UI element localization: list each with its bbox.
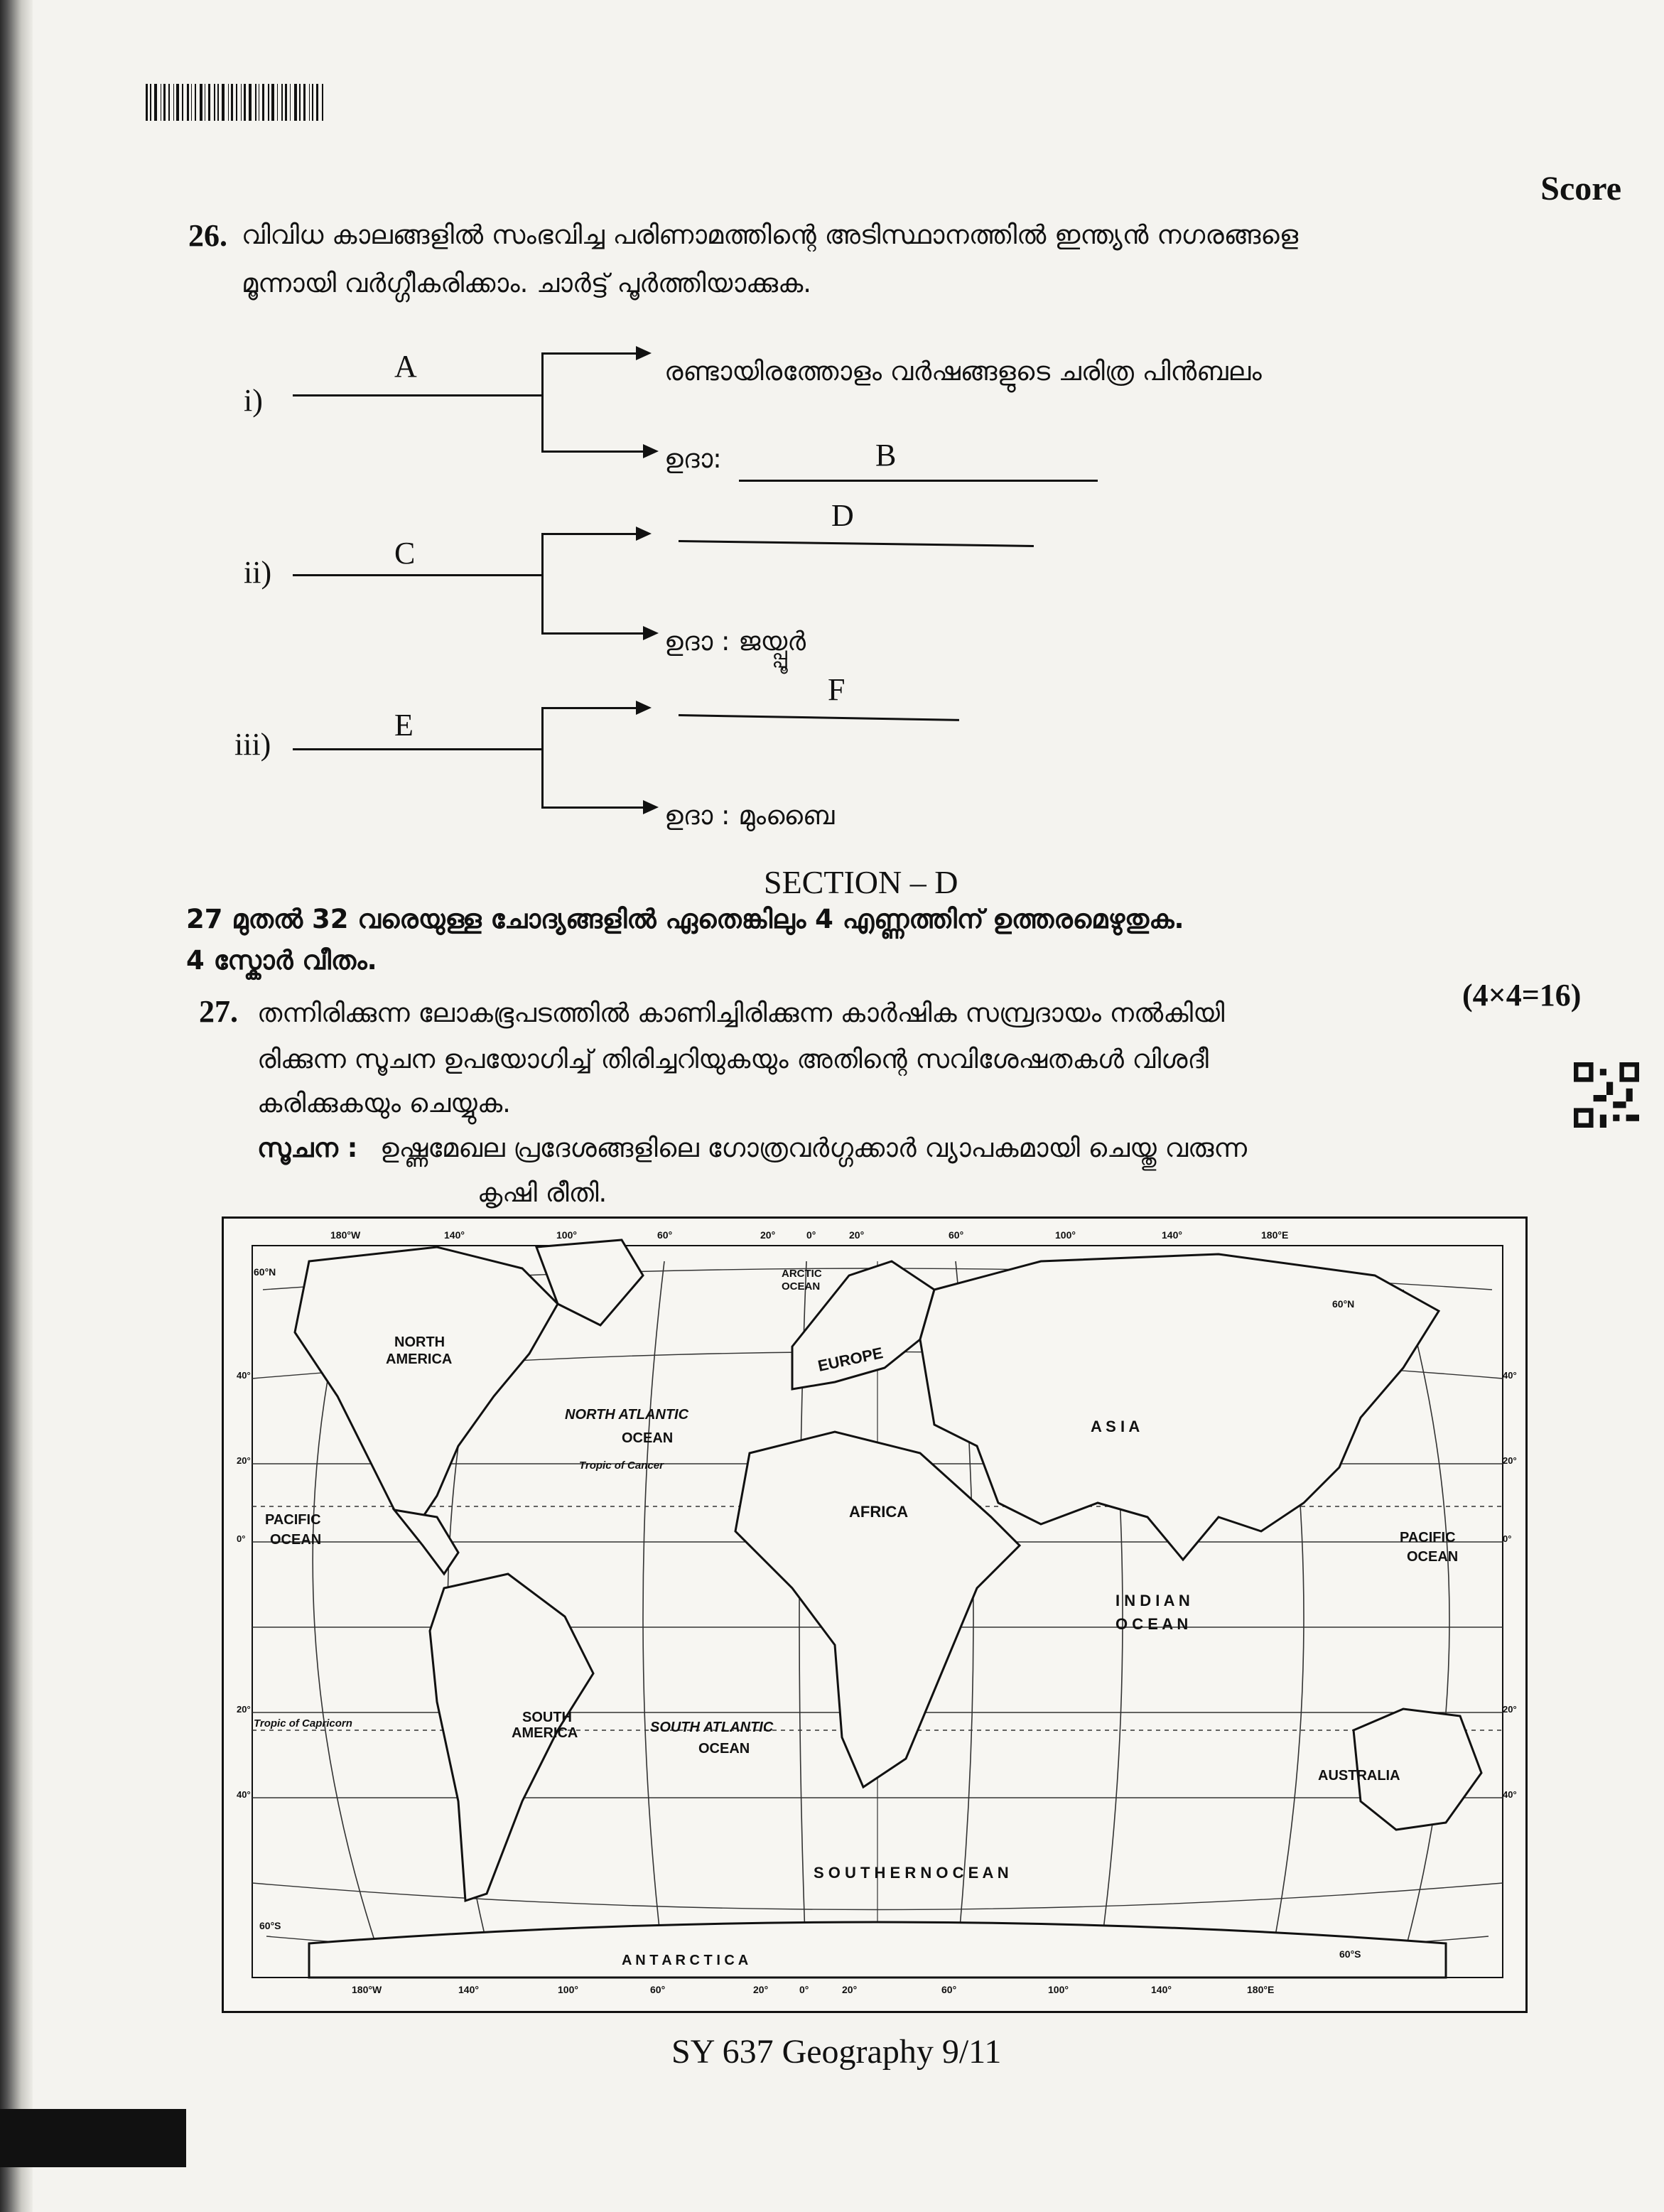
barcode-bar — [249, 84, 252, 121]
q27-line2: രിക്കുന്ന സൂചന ഉപയോഗിച്ച് തിരിച്ചറിയുകയും അതിന്റെ സവിശേഷതകൾ വിശദീ — [257, 1044, 1209, 1074]
label-south-atlantic-2: OCEAN — [698, 1741, 750, 1757]
bottom-lon-7: 60° — [941, 1984, 957, 1995]
barcode-bar — [195, 84, 196, 121]
label-pacific-right-2: OCEAN — [1407, 1549, 1459, 1565]
label-south-america-1: SOUTH — [522, 1710, 572, 1725]
bottom-longitude-labels — [352, 1984, 1274, 1995]
row1-letter-b: B — [875, 438, 897, 473]
row1-upper-arm — [541, 352, 641, 355]
label-north-america-1: NORTH — [394, 1334, 445, 1350]
row2-letter-c: C — [394, 536, 416, 571]
row3-upper-arrow — [636, 701, 652, 715]
label-arctic-1: ARCTIC — [782, 1268, 822, 1280]
lat-tick-2: 20° — [237, 1455, 251, 1466]
top-lon-6: 20° — [849, 1229, 865, 1241]
barcode-bar — [285, 84, 287, 121]
top-lon-8: 100° — [1055, 1229, 1076, 1241]
row1-lower-prefix: ഉദാ: — [664, 443, 722, 474]
bottom-lon-8: 100° — [1048, 1984, 1069, 1995]
row3-stem — [293, 748, 541, 750]
barcode-bar — [277, 84, 278, 121]
label-pacific-left-2: OCEAN — [270, 1532, 322, 1548]
label-pacific-left-1: PACIFIC — [265, 1512, 321, 1528]
lat-60s-right: 60°S — [1339, 1948, 1361, 1960]
page-footer: SY 637 Geography 9/11 — [671, 2033, 1002, 2071]
row3-lower-text: ഉദാ : മുംബൈ — [664, 800, 835, 831]
bottom-lon-0: 180°W — [352, 1984, 382, 1995]
row3-branch — [541, 707, 544, 808]
barcode-bar — [231, 84, 233, 121]
section-instruction-line2: 4 സ്കോർ വീതം. — [186, 945, 377, 976]
barcode-bar — [303, 84, 306, 121]
lat-tick-9: 40° — [1503, 1789, 1517, 1800]
bottom-lon-9: 140° — [1151, 1984, 1172, 1995]
row1-lower-arrow — [643, 444, 659, 458]
barcode-bar — [168, 84, 170, 121]
barcode-bar — [322, 84, 323, 121]
q27-hint-label: സൂചന : — [257, 1133, 358, 1163]
barcode-bar — [176, 84, 179, 121]
scan-black-block — [0, 2109, 186, 2167]
bottom-lon-10: 180°E — [1247, 1984, 1275, 1995]
section-instruction-line1: 27 മുതൽ 32 വരെയുള്ള ചോദ്യങ്ങളിൽ ഏതെങ്കിലും 4 എണ്ണത്തിന് ഉത്തരമെഴുതുക. — [186, 904, 1184, 934]
lat-60n-right: 60°N — [1332, 1298, 1355, 1310]
barcode-bar — [236, 84, 237, 121]
barcode-bar — [271, 84, 274, 121]
lat-tick-7: 20° — [1503, 1704, 1517, 1715]
label-north-atlantic-1: NORTH ATLANTIC — [565, 1407, 689, 1423]
q27-hint-line1: ഉഷ്ണമേഖല പ്രദേശങ്ങളിലെ ഗോത്രവർഗ്ഗക്കാർ വ്യാപകമായി ചെയ്തു വരുന്ന — [380, 1133, 1248, 1163]
barcode-bar — [290, 84, 291, 121]
africa-shape — [735, 1432, 1020, 1787]
world-map-graphic — [224, 1219, 1525, 2011]
barcode-bar — [222, 84, 225, 121]
q27-number: 27. — [199, 994, 238, 1029]
label-tropic-cancer: Tropic of Cancer — [579, 1460, 664, 1472]
bottom-lon-5: 0° — [799, 1984, 809, 1995]
barcode-bar — [200, 84, 202, 121]
barcode-bar — [255, 84, 256, 121]
row2-roman: ii) — [244, 555, 272, 590]
q27-hint-line2: കൃഷി രീതി. — [477, 1177, 607, 1208]
row1-letter-a: A — [394, 349, 417, 384]
lat-tick-5: 0° — [1503, 1533, 1512, 1544]
top-longitude-labels — [330, 1229, 1288, 1241]
barcode-bar — [217, 84, 219, 121]
row3-answer-line — [679, 714, 959, 721]
row3-lower-arrow — [643, 800, 659, 814]
score-heading: Score — [1540, 170, 1621, 207]
lat-60s-left: 60°S — [259, 1920, 281, 1931]
row2-lower-arrow — [643, 626, 659, 640]
barcode-bar — [191, 84, 192, 121]
barcode-bar — [241, 84, 242, 121]
top-lon-3: 60° — [657, 1229, 673, 1241]
lat-tick-6: 20° — [237, 1704, 251, 1715]
row2-upper-arrow — [636, 527, 652, 541]
barcode-bar — [163, 84, 166, 121]
label-arctic-2: OCEAN — [782, 1280, 821, 1293]
barcode-bar — [268, 84, 269, 121]
barcode-bar — [294, 84, 297, 121]
top-lon-1: 140° — [444, 1229, 465, 1241]
bottom-lon-6: 20° — [842, 1984, 858, 1995]
scan-left-edge — [0, 0, 33, 2212]
label-antarctica: A N T A R C T I C A — [622, 1953, 749, 1968]
bottom-lon-3: 60° — [650, 1984, 666, 1995]
bottom-lon-1: 140° — [458, 1984, 479, 1995]
row1-stem — [293, 394, 541, 396]
top-lon-0: 180°W — [330, 1229, 361, 1241]
barcode-bar — [150, 84, 151, 121]
barcode-bar — [309, 84, 310, 121]
barcode-bar — [208, 84, 210, 121]
row2-lower-arm — [541, 632, 648, 635]
row1-upper-text: രണ്ടായിരത്തോളം വർഷങ്ങളുടെ ചരിത്ര പിൻബലം — [664, 356, 1262, 387]
row1-upper-arrow — [636, 346, 652, 360]
row1-answer-line — [739, 480, 1098, 482]
lat-tick-4: 0° — [237, 1533, 246, 1544]
bottom-lon-4: 20° — [753, 1984, 769, 1995]
antarctica-shape — [309, 1922, 1446, 1978]
label-pacific-right-1: PACIFIC — [1400, 1530, 1456, 1545]
label-indian-2: O C E A N — [1115, 1615, 1189, 1633]
row1-lower-arm — [541, 451, 648, 453]
row2-letter-d: D — [831, 498, 854, 533]
q27-line3: കരിക്കുകയും ചെയ്യുക. — [257, 1088, 511, 1118]
section-marks: (4×4=16) — [1462, 978, 1582, 1013]
row1-branch — [541, 352, 544, 452]
qr-code-icon — [1574, 1062, 1639, 1128]
row3-letter-f: F — [828, 672, 845, 707]
row3-upper-arm — [541, 707, 641, 709]
row2-branch — [541, 533, 544, 634]
label-north-atlantic-2: OCEAN — [622, 1430, 674, 1446]
barcode-bar — [173, 84, 174, 121]
row2-lower-text: ഉദാ : ജയ്പ്പൂർ — [664, 626, 806, 657]
world-map — [222, 1216, 1528, 2013]
q26-number: 26. — [188, 218, 227, 253]
q26-text-line1: വിവിധ കാലങ്ങളിൽ സംഭവിച്ച പരിണാമത്തിന്റെ അടിസ്ഥാനത്തിൽ ഇന്ത്യൻ നഗരങ്ങളെ — [242, 220, 1299, 250]
label-australia: AUSTRALIA — [1318, 1768, 1400, 1784]
row2-stem — [293, 574, 541, 576]
barcode-bar — [182, 84, 183, 121]
label-africa: AFRICA — [849, 1503, 909, 1521]
label-europe: EUROPE — [816, 1344, 885, 1375]
row1-roman: i) — [244, 383, 263, 418]
barcode-bar — [312, 84, 313, 121]
lat-tick-3: 20° — [1503, 1455, 1517, 1466]
barcode-bar — [214, 84, 215, 121]
top-lon-7: 60° — [949, 1229, 964, 1241]
label-indian-1: I N D I A N — [1115, 1592, 1190, 1609]
lat-tick-8: 40° — [237, 1789, 251, 1800]
barcode-bar — [262, 84, 264, 121]
bottom-lon-2: 100° — [558, 1984, 578, 1995]
label-southern-ocean: S O U T H E R N O C E A N — [814, 1864, 1009, 1882]
barcode-bar — [154, 84, 157, 121]
top-lon-5: 0° — [806, 1229, 816, 1241]
q26-text-line2: മൂന്നായി വർഗ്ഗീകരിക്കാം. ചാർട്ട് പൂർത്തിയാക്കുക. — [242, 268, 812, 298]
barcode-bar — [316, 84, 318, 121]
lat-60n-left: 60°N — [254, 1266, 276, 1278]
top-lon-4: 20° — [760, 1229, 776, 1241]
row3-letter-e: E — [394, 708, 414, 743]
barcode-bar — [244, 84, 246, 121]
label-north-america-2: AMERICA — [386, 1352, 453, 1367]
barcode-bar — [146, 84, 148, 121]
label-tropic-capricorn: Tropic of Capricorn — [254, 1717, 352, 1730]
barcode-bar — [281, 84, 283, 121]
row3-roman: iii) — [234, 727, 271, 762]
label-south-atlantic-1: SOUTH ATLANTIC — [650, 1720, 774, 1735]
section-title: SECTION – D — [764, 864, 958, 900]
q27-line1: തന്നിരിക്കുന്ന ലോകഭൂപടത്തിൽ കാണിച്ചിരിക്കുന്ന കാർഷിക സമ്പ്രദായം നൽകിയി — [257, 998, 1225, 1028]
row2-upper-arm — [541, 533, 641, 535]
north-america-shape — [295, 1247, 558, 1517]
row3-lower-arm — [541, 806, 648, 809]
barcode-bar — [299, 84, 301, 121]
barcode — [146, 84, 384, 121]
barcode-bar — [228, 84, 229, 121]
top-lon-2: 100° — [556, 1229, 577, 1241]
top-lon-9: 140° — [1162, 1229, 1182, 1241]
row2-answer-line — [679, 540, 1034, 547]
barcode-bar — [187, 84, 189, 121]
top-lon-10: 180°E — [1261, 1229, 1289, 1241]
lat-tick-1: 40° — [1503, 1370, 1517, 1381]
label-asia: A S I A — [1091, 1418, 1140, 1435]
label-south-america-2: AMERICA — [512, 1725, 578, 1741]
asia-shape — [920, 1254, 1439, 1560]
lat-tick-0: 40° — [237, 1370, 251, 1381]
